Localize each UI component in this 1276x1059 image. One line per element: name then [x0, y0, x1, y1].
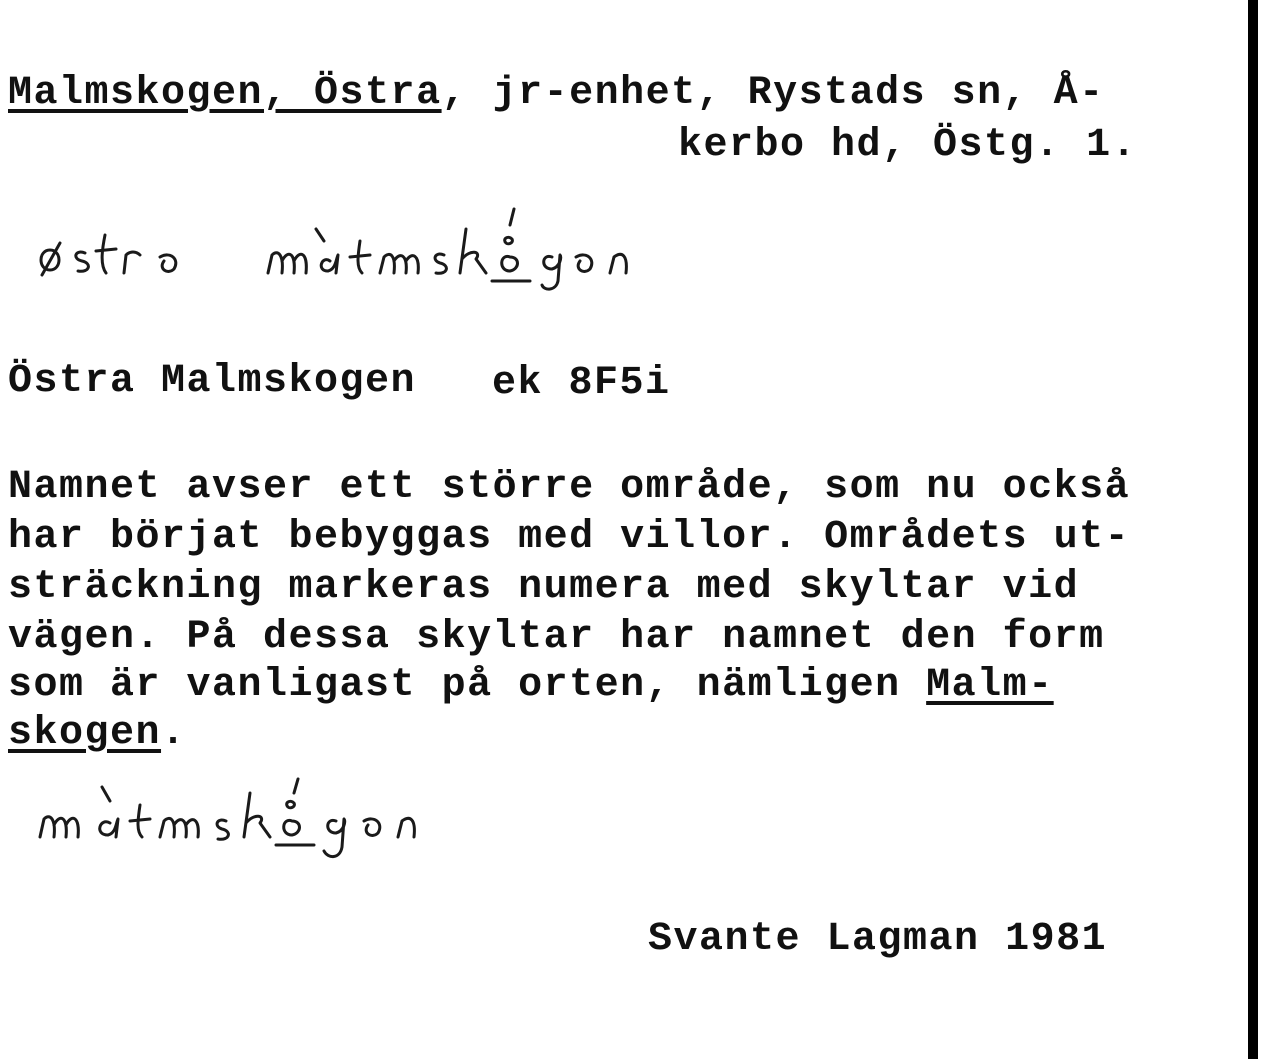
signature-author: Svante Lagman — [648, 917, 980, 962]
place-description: , jr-enhet, Rystads sn, Å- — [441, 71, 1105, 116]
body-line-2: har börjat bebyggas med villor. Områdets ut- — [8, 515, 1131, 560]
body-line-3: sträckning markeras numera med skyltar vid — [8, 565, 1080, 610]
signature — [648, 916, 1107, 964]
body-line-6 — [8, 710, 187, 758]
handwritten-pronunciation-1 — [30, 195, 750, 295]
map-reference-sheet: ek 8F5i — [492, 361, 671, 406]
body-line-1: Namnet avser ett större område, som nu också — [8, 465, 1131, 510]
body-line-5 — [8, 662, 1054, 710]
card-heading-line-2: kerbo hd, Östg. 1. — [678, 123, 1138, 168]
body-line-6-end: . — [161, 711, 187, 756]
place-name-underlined-part-1: Malm- — [926, 663, 1054, 708]
place-name-heading: Malmskogen, Östra — [8, 71, 442, 116]
place-name-underlined-part-2: skogen — [8, 711, 162, 756]
card-heading-line-1 — [8, 70, 1105, 118]
signature-year: 1981 — [1005, 917, 1108, 962]
handwritten-pronunciation-2 — [30, 775, 530, 885]
map-reference-name: Östra Malmskogen — [8, 359, 417, 404]
card-edge-border — [1248, 0, 1258, 1059]
body-line-4: vägen. På dessa skyltar har namnet den form — [8, 615, 1105, 660]
body-line-5-text: som är vanligast på orten, nämligen — [8, 663, 927, 708]
